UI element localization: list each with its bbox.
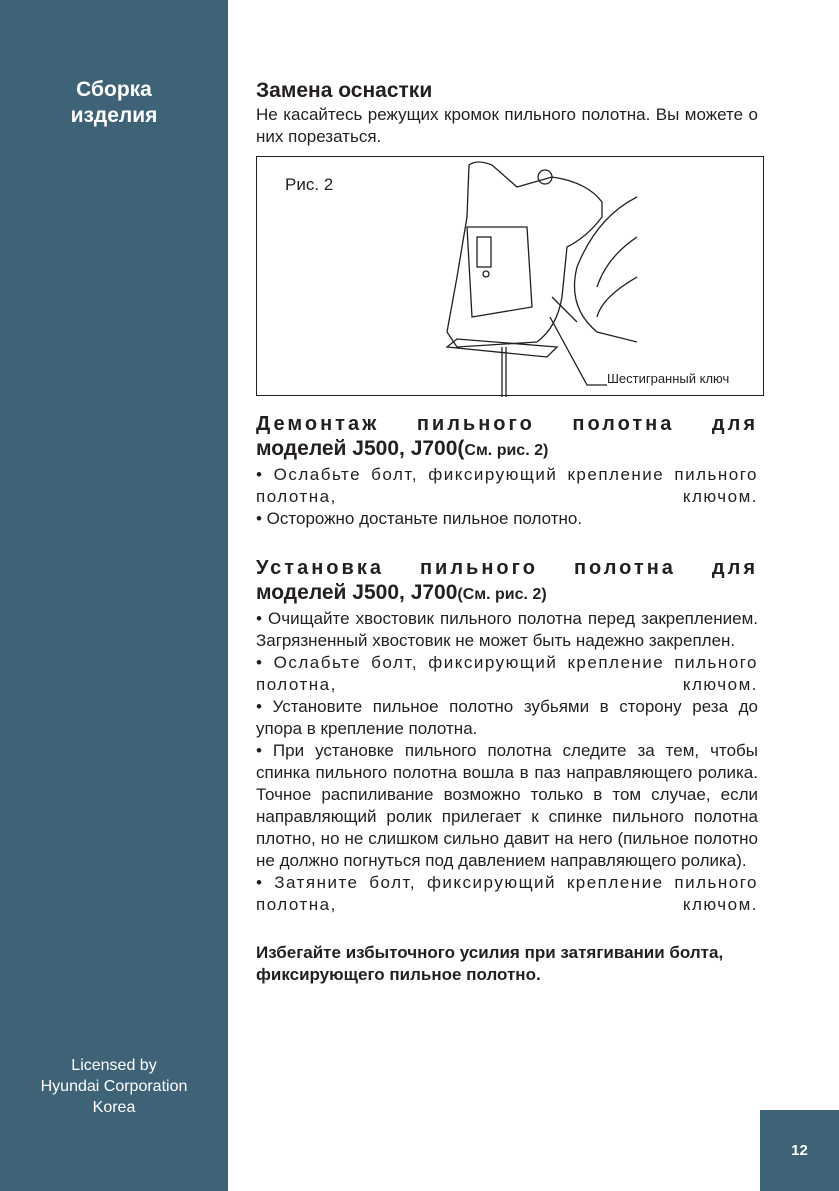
- main-content: [256, 78, 758, 986]
- license-line: Hyundai Corporation: [40, 1078, 188, 1095]
- section-title: Замена оснастки: [256, 79, 433, 102]
- bullet-item: • При установке пильного полотна следите за тем, чтобы спинка пильного полотна вошла в паз направляющего ролика. Точное распиливание возможно только в том случае, если направляющий ролик прилегает к спинке пильного полотна плотно, но не слишком сильно давит на него (пильное полотно не должно погнуться под давлением направляющего ролика).: [256, 741, 758, 870]
- license-line: Korea: [92, 1099, 136, 1116]
- install-title-models: [256, 580, 758, 608]
- removal-section: [256, 412, 758, 530]
- sidebar: [0, 0, 228, 1191]
- bullet-item: • Ослабьте болт, фиксирующий крепление пильного полотна, ключом.: [256, 653, 758, 694]
- bullet-item: • Осторожно достаньте пильное полотно.: [256, 509, 583, 528]
- page-number: 12: [760, 1110, 839, 1191]
- removal-title: Демонтаж пильного полотна для: [256, 413, 758, 435]
- figure-ref: (См. рис. 2): [457, 586, 547, 603]
- models-text: моделей J500, J700(: [256, 437, 465, 460]
- bullet-item: • Затяните болт, фиксирующий крепление пильного полотна, ключом.: [256, 873, 758, 914]
- install-title: Установка пильного полотна для: [256, 557, 758, 579]
- chapter-title-line: Сборка: [76, 78, 152, 101]
- chapter-title-line: изделия: [70, 104, 158, 127]
- figure-callout-hex-key: Шестигранный ключ: [607, 371, 730, 386]
- bullet-item: • Установите пильное полотно зубьями в сторону реза до упора в крепление полотна.: [256, 697, 758, 738]
- warning-text: Не касайтесь режущих кромок пильного полотна. Вы можете о них порезаться.: [256, 105, 758, 146]
- figure-label: Рис. 2: [285, 175, 334, 194]
- license-text: [0, 1055, 228, 1118]
- install-section: [256, 556, 758, 916]
- bullet-item: • Ослабьте болт, фиксирующий крепление пильного полотна, ключом.: [256, 465, 758, 506]
- bullet-item: • Очищайте хвостовик пильного полотна перед закреплением. Загрязненный хвостовик не может быть надежно закреплен.: [256, 609, 758, 650]
- models-text: моделей J500, J700: [256, 581, 458, 604]
- caution-note: Избегайте избыточного усилия при затягивании болта, фиксирующего пильное полотно.: [256, 943, 724, 984]
- license-line: Licensed by: [71, 1057, 157, 1074]
- chapter-title: [0, 77, 228, 129]
- figure-2: [256, 156, 764, 396]
- removal-title-models: [256, 436, 758, 464]
- figure-ref: См. рис. 2): [464, 442, 549, 459]
